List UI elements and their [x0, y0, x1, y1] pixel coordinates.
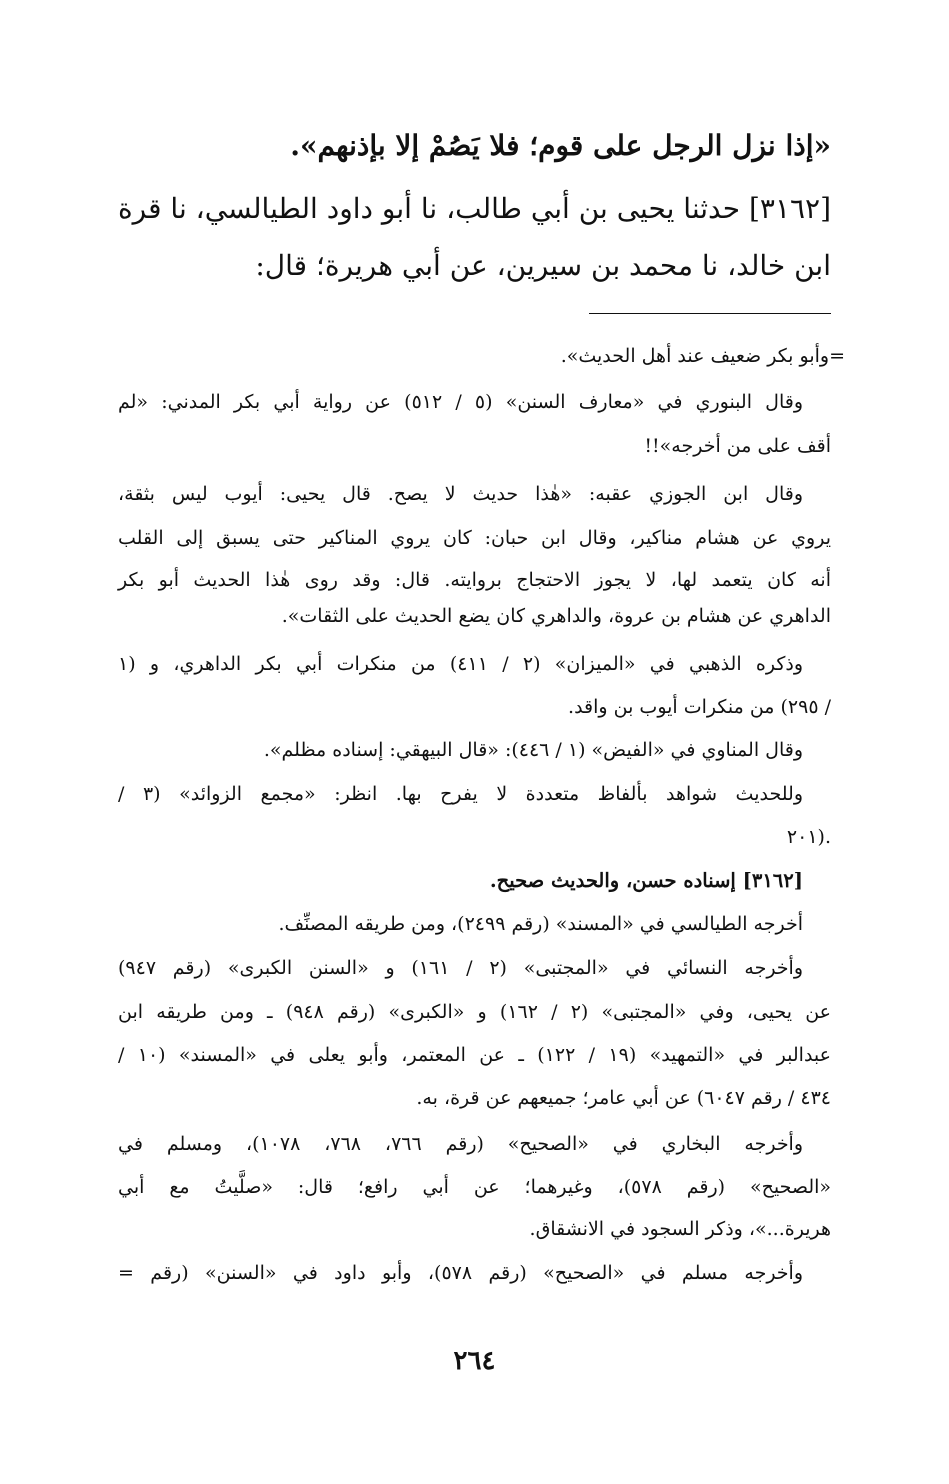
footnote-line: أخرجه الطيالسي في «المسند» (رقم ٢٤٩٩)، ومن طريقه المصنِّف. — [278, 913, 803, 935]
footnote-line: / ٢٩٥) من منكرات أيوب بن واقد. — [568, 696, 831, 718]
footnote-line: ٢٠١). — [786, 826, 831, 848]
hadith-chain-line-1: [٣١٦٢] حدثنا يحيى بن أبي طالب، نا أبو داود الطيالسي، نا قرة — [118, 192, 831, 225]
footnote-line: «الصحيح» (رقم ٥٧٨)، وغيرهما؛ عن أبي رافع؛ قال: «صلَّيتُ مع أبي — [118, 1176, 832, 1198]
footnote-line: وذكره الذهبي في «الميزان» (٢ / ٤١١) من منكرات أبي بكر الداهري، و (١ — [118, 653, 804, 675]
footnote-line: عبدالبر في «التمهيد» (١٩ / ١٢٢) ـ عن المعتمر، وأبو يعلى في «المسند» (١٠ / — [118, 1044, 831, 1066]
footnote-line: الداهري عن هشام بن عروة، والداهري كان يضع الحديث على الثقات». — [281, 605, 831, 627]
footnote-line: وقال ابن الجوزي عقبه: «هٰذا حديث لا يصح. قال يحيى: أيوب ليس بثقة، — [118, 483, 803, 505]
footnote-line: وأخرجه البخاري في «الصحيح» (رقم ٧٦٦، ٧٦٨، ١٠٧٨)، ومسلم في — [118, 1133, 804, 1155]
footnote-heading: [٣١٦٢] إسناده حسن، والحديث صحيح. — [489, 869, 803, 892]
footnote-line: وأخرجه النسائي في «المجتبى» (٢ / ١٦١) و «السنن الكبرى» (رقم ٩٤٧) — [118, 957, 804, 979]
hadith-quote: «إذا نزل الرجل على قوم؛ فلا يَصُمْ إلا بإذنهم». — [290, 129, 831, 162]
footnote-line: =وأبو بكر ضعيف عند أهل الحديث». — [560, 345, 845, 367]
footnote-line: أقف على من أخرجه»!! — [644, 435, 831, 457]
footnote-line: وقال المناوي في «الفيض» (١ / ٤٤٦): «قال البيهقي: إسناده مظلم». — [263, 739, 803, 761]
footnote-line: عن يحيى، وفي «المجتبى» (٢ / ١٦٢) و «الكبرى» (رقم ٩٤٨) ـ ومن طريقه ابن — [118, 1001, 832, 1023]
page-number: ٢٦٤ — [453, 1346, 496, 1376]
footnote-line: هريرة...»، وذكر السجود في الانشقاق. — [529, 1218, 831, 1240]
footnote-line: أنه كان يتعمد لها، لا يجوز الاحتجاج بروايته. قال: وقد روى هٰذا الحديث أبو بكر — [118, 569, 831, 591]
footnote-separator — [589, 313, 831, 314]
footnote-line: وأخرجه مسلم في «الصحيح» (رقم ٥٧٨)، وأبو داود في «السنن» (رقم = — [118, 1262, 803, 1284]
footnote-line: يروي عن هشام مناكير، وقال ابن حبان: كان يروي المناكير حتى يسبق إلى القلب — [118, 527, 831, 549]
footnote-line: وقال البنوري في «معارف السنن» (٥ / ٥١٢) عن رواية أبي بكر المدني: «لم — [118, 391, 803, 413]
hadith-chain-line-2: ابن خالد، نا محمد بن سيرين، عن أبي هريرة؛ قال: — [255, 249, 831, 282]
footnote-line: ٤٣٤ / رقم ٦٠٤٧) عن أبي عامر؛ جميعهم عن قرة، به. — [416, 1087, 831, 1109]
footnote-line: وللحديث شواهد بألفاظ متعددة لا يفرح بها. انظر: «مجمع الزوائد» (٣ / — [118, 783, 803, 805]
